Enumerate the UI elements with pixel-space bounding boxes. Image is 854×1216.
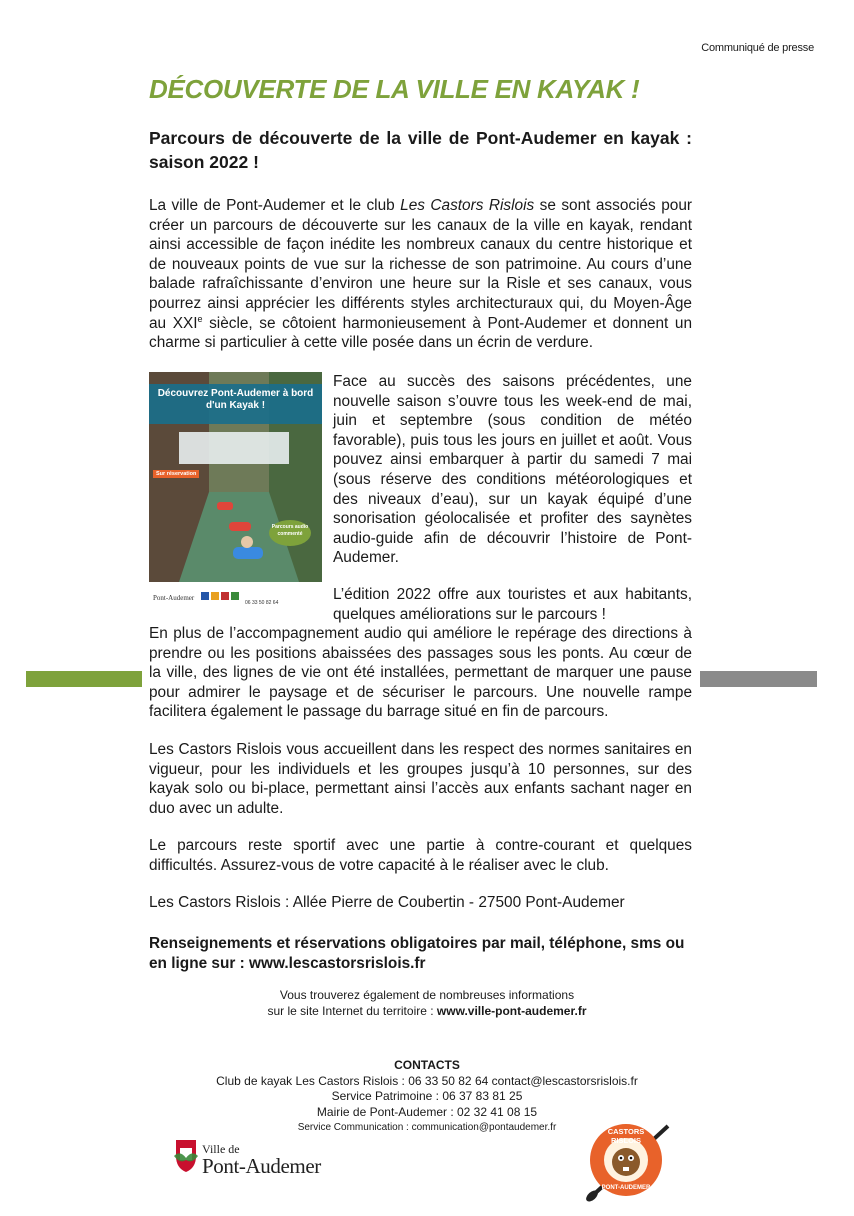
poster-headline: Découvrez Pont-Audemer à bord d'un Kayak ! [157,388,314,411]
club-logo-bottom: PONT-AUDEMER [601,1185,651,1191]
website-info-prefix: sur le site Internet du territoire : [267,1004,437,1018]
intro-part3: siècle, se côtoient harmonieusement à Pont-Audemer et donnent un charme si particulier à cette ville posée dans un écrin de verdure. [149,314,693,352]
town-logo-big: Pont-Audemer [202,1154,321,1178]
green-divider-bar [26,671,142,687]
century-superscript: e [197,313,203,324]
contacts-heading: CONTACTS [394,1058,460,1072]
town-logo [172,1138,362,1180]
town-website-link[interactable]: www.ville-pont-audemer.fr [436,1004,587,1018]
poster-audio-badge: Parcours audio commenté [269,520,311,546]
reservation-info: Renseignements et réservations obligatoires par mail, téléphone, sms ou en ligne sur : www.lescastorsrislois.fr [149,935,685,972]
welcome-paragraph: Les Castors Rislois vous accueillent dans les respect des normes sanitaires en vigueur, pour les individuels et les groupes jusqu’à 10 personnes, sur des kayak solo ou bi-place, permettant ainsi l’accès aux enfants sachant nager en duo avec un adulte. [149,741,692,817]
improvements-paragraph: En plus de l’accompagnement audio qui améliore le repérage des directions à prendre ou les positions abaissées des passages sous les ponts. Au cœur de la ville, des lignes de vie ont été installées, permettant de marquer une pause pour admirer le paysage et de sécuriser le parcours. Une nouvelle rampe facilitera également le passage du barrage situé en fin de parcours. [149,625,692,721]
club-address: Les Castors Rislois : Allée Pierre de Coubertin - 27500 Pont-Audemer [149,894,625,911]
contact-communication: Service Communication : communication@pontaudemer.fr [297,1122,557,1134]
contact-club: Club de kayak Les Castors Rislois : 06 33 50 82 64 contact@lescastorsrislois.fr [216,1073,638,1088]
town-crest-icon [172,1138,200,1174]
website-info [0,987,854,1019]
club-logo [584,1118,674,1204]
intro-paragraph [149,196,692,353]
website-info-line2 [0,1003,854,1019]
season-paragraph: Face au succès des saisons précédentes, une nouvelle saison s’ouvre tous les week-end de mai, juin et septembre (sous condition de météo favorable), puis tous les jours en juillet et août. Vous pouvez ainsi embarquer à partir du samedi 7 mai (sous réserve des conditions météorologiques et des niveaux d’eau), sur un kayak équipé d’une sonorisation géolocalisée et profiter des saynètes audio-guide afin de découvrir l’histoire de Pont-Audemer. [333,373,692,567]
poster-phone: 06 33 50 82 64 [245,600,279,606]
edition-paragraph: L’édition 2022 offre aux touristes et aux habitants, quelques améliorations sur le parcours ! [333,586,692,623]
grey-divider-bar [700,671,817,687]
intro-part1: La ville de Pont-Audemer et le club [149,197,401,214]
page-title: DÉCOUVERTE DE LA VILLE EN KAYAK ! [149,74,640,104]
kayak-poster-image [149,372,322,614]
sport-paragraph: Le parcours reste sportif avec une partie à contre-courant et quelques difficultés. Assurez-vous de votre capacité à le réaliser avec le club. [149,837,692,874]
intro-part2: se sont associés pour créer un parcours de découverte sur les canaux de la ville en kayak, rendant ainsi accessible de façon inédite les nombreux canaux du centre historique et de nouveaux points de vue sur la richesse de son patrimoine. Au cours d’une balade rafraîchissante d’environ une heure sur la Risle et ses canaux, vous pourrez ainsi apprécier les différents styles architecturaux qui, du Moyen-Âge au XXI [149,197,693,332]
contacts-block [0,1058,854,1136]
contact-town-hall: Mairie de Pont-Audemer : 02 32 41 08 15 [316,1104,538,1119]
contact-heritage: Service Patrimoine : 06 37 83 81 25 [331,1089,523,1104]
website-info-line1: Vous trouverez également de nombreuses informations [279,988,575,1002]
club-logo-top: CASTORS RISLOIS [607,1127,645,1145]
poster-booking-badge: Sur réservation [153,470,199,478]
poster-brand: Pont-Audemer [153,594,195,602]
press-release-label: Communiqué de presse [701,42,814,54]
town-logo-small: Ville de [202,1142,240,1156]
club-name-italic: Les Castors Rislois [400,197,535,214]
page-subtitle: Parcours de découverte de la ville de Pont-Audemer en kayak : saison 2022 ! [149,128,692,172]
